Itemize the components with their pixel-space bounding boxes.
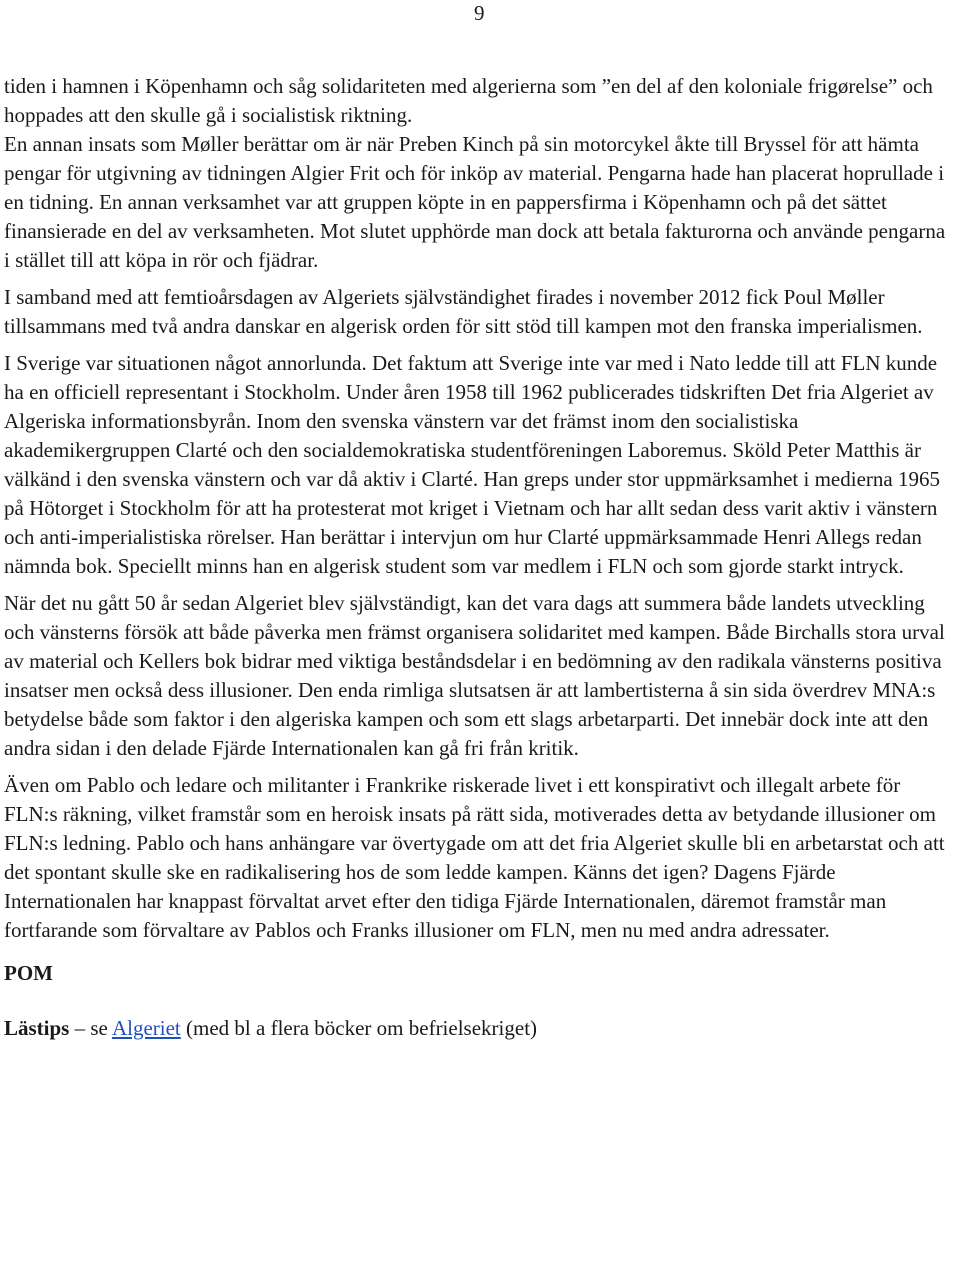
reading-tips-dash: – se — [69, 1016, 112, 1040]
paragraph-2: En annan insats som Møller berättar om är när Preben Kinch på sin motorcykel åkte till Bryssel för att hämta pengar för utgivning av tidningen Algier Frit och för inköp av material. Pengarna hade han placerat hoprullade i en tidning. En annan verksamhet var att gruppen köpte in en pappersfirma i Köpenhamn och på det sättet finansierade en del av verksamheten. Mot slutet upphörde man dock att betala fakturorna och använde pengarna i stället till att köpa in rör och fjädrar. — [4, 132, 946, 272]
paragraph-6: Även om Pablo och ledare och militanter i Frankrike riskerade livet i ett konspirativt och illegalt arbete för FLN:s räkning, vilket framstår som en heroisk insats på rätt sida, motiverades detta av betydande illusioner om FLN:s ledning. Pablo och hans anhängare var övertygade om att det fria Algeriet skulle bli en arbetarstat och att det spontant skulle ske en radikalisering hos de som ledde kampen. Känns det igen? Dagens Fjärde Internationalen har knappast förvaltat arvet efter den tidiga Fjärde Internationalen, däremot framstår man fortfarande som förvaltare av Pablos och Franks illusioner om FLN, men nu med andra adressater. — [4, 773, 945, 942]
paragraph-5: När det nu gått 50 år sedan Algeriet blev självständigt, kan det vara dags att summera både landets utveckling och vänsterns försök att både påverka men främst organisera solidaritet med kampen. Både Birchalls stora urval av material och Kellers bok bidrar med viktiga beståndsdelar i en bedömning av den radikala vänsterns positiva insatser men också dess illusioner. Den enda rimliga slutsatsen är att lambertisterna å sin sida överdrev MNA:s betydelse både som faktor i den algeriska kampen och som ett slags arbetarparti. Det innebär dock inte att den andra sidan i den delade Fjärde Internationalen kan gå fri från kritik. — [4, 591, 945, 760]
paragraph-4: I Sverige var situationen något annorlunda. Det faktum att Sverige inte var med i Nato ledde till att FLN kunde ha en officiell representant i Stockholm. Under åren 1958 till 1962 publicerades tidskriften Det fria Algeriet av Algeriska informationsbyrån. Inom den svenska vänstern var det främst inom den socialistiska akademikergruppen Clarté och den socialdemokratiska studentföreningen Laboremus. Sköld Peter Matthis är välkänd i den svenska vänstern och var då aktiv i Clarté. Han greps under stor uppmärksamhet i medierna 1965 på Hötorget i Stockholm för att ha protesterat mot kriget i Vietnam och har allt sedan dess varit aktiv i vänstern och anti-imperialistiska rörelser. Han berättar i intervjun om hur Clarté uppmärksammade Henri Allegs redan nämnda bok. Speciellt minns han en algerisk student som var medlem i FLN och som gjorde starkt intryck. — [4, 351, 940, 578]
paragraph-3: I samband med att femtioårsdagen av Algeriets självständighet firades i november 2012 fick Poul Møller tillsammans med två andra danskar en algerisk orden för sitt stöd till kampen mot den franska imperialismen. — [4, 285, 923, 338]
reading-tips-suffix: (med bl a flera böcker om befrielsekriget) — [180, 1016, 538, 1040]
page-number: 9 — [474, 1, 485, 25]
reading-tips-label: Lästips — [4, 1016, 70, 1040]
author-signature: POM — [4, 961, 53, 985]
document-body — [4, 72, 956, 1043]
algeriet-link[interactable]: Algeriet — [111, 1016, 181, 1040]
paragraph-1: tiden i hamnen i Köpenhamn och såg solidariteten med algerierna som ”en del af den koloniale frigørelse” och hoppades att den skulle gå i socialistisk riktning. — [4, 74, 933, 127]
reading-tips — [4, 1014, 956, 1043]
